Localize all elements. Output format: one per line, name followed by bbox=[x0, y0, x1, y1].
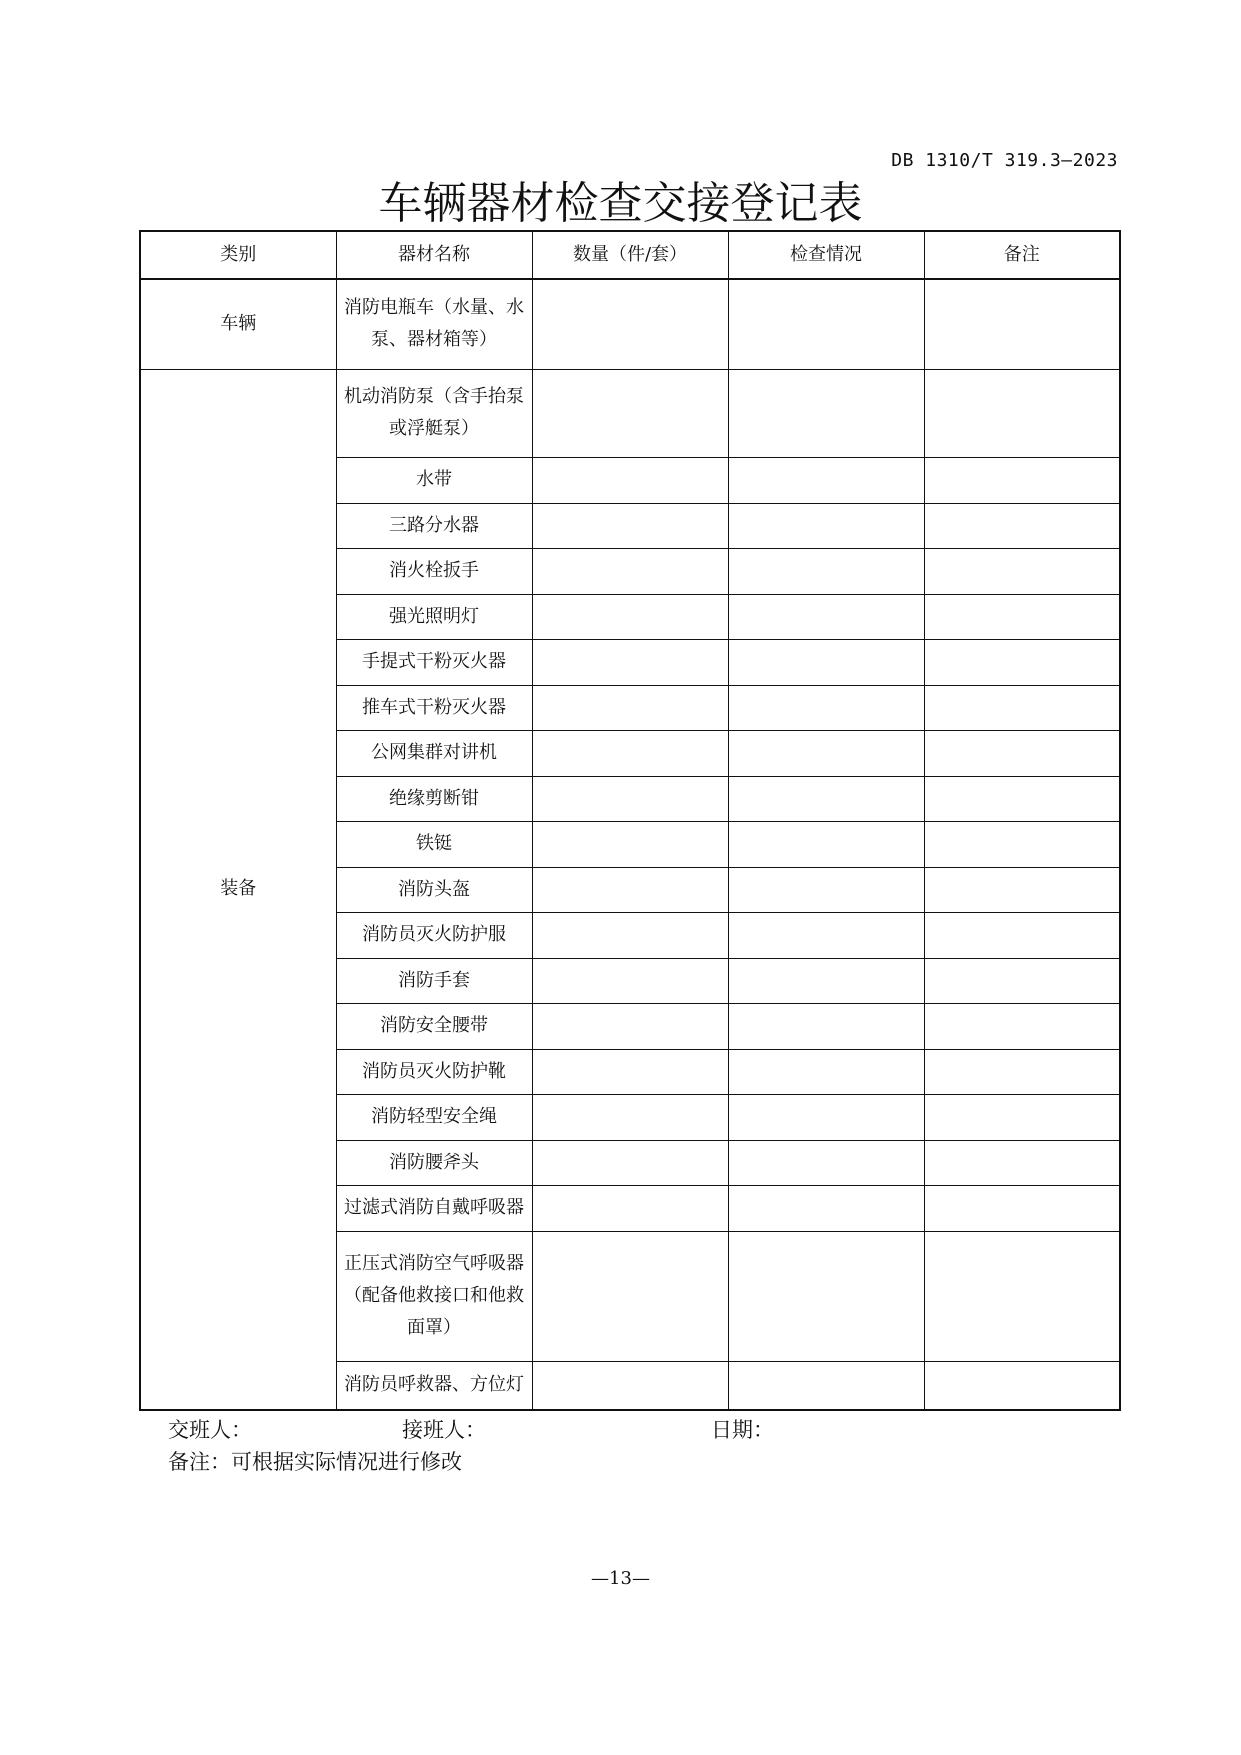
remarks-cell[interactable] bbox=[924, 1049, 1120, 1094]
remarks-cell[interactable] bbox=[924, 594, 1120, 639]
inspection-cell[interactable] bbox=[728, 1049, 924, 1094]
inspection-cell[interactable] bbox=[728, 1231, 924, 1361]
equipment-handover-table bbox=[139, 230, 1121, 1411]
quantity-cell[interactable] bbox=[532, 776, 728, 821]
inspection-cell[interactable] bbox=[728, 912, 924, 958]
inspection-cell[interactable] bbox=[728, 1094, 924, 1140]
inspection-cell[interactable] bbox=[728, 369, 924, 457]
item-name-cell: 三路分水器 bbox=[336, 503, 532, 548]
quantity-cell[interactable] bbox=[532, 548, 728, 594]
inspection-cell[interactable] bbox=[728, 457, 924, 503]
quantity-cell[interactable] bbox=[532, 503, 728, 548]
quantity-cell[interactable] bbox=[532, 1140, 728, 1185]
remarks-cell[interactable] bbox=[924, 730, 1120, 776]
remarks-cell[interactable] bbox=[924, 279, 1120, 369]
item-name-cell: 机动消防泵（含手抬泵或浮艇泵） bbox=[336, 369, 532, 457]
item-name-cell: 铁铤 bbox=[336, 821, 532, 867]
quantity-cell[interactable] bbox=[532, 1094, 728, 1140]
item-name-cell: 推车式干粉灭火器 bbox=[336, 685, 532, 730]
inspection-cell[interactable] bbox=[728, 594, 924, 639]
column-header-remarks: 备注 bbox=[924, 231, 1120, 279]
table-header-row bbox=[140, 231, 1120, 279]
quantity-cell[interactable] bbox=[532, 1361, 728, 1410]
inspection-cell[interactable] bbox=[728, 503, 924, 548]
item-name-cell: 正压式消防空气呼吸器（配备他救接口和他救面罩） bbox=[336, 1231, 532, 1361]
remarks-cell[interactable] bbox=[924, 639, 1120, 685]
table-row bbox=[140, 279, 1120, 369]
item-name-cell: 强光照明灯 bbox=[336, 594, 532, 639]
inspection-cell[interactable] bbox=[728, 1003, 924, 1049]
inspection-cell[interactable] bbox=[728, 1140, 924, 1185]
inspection-cell[interactable] bbox=[728, 958, 924, 1003]
inspection-cell[interactable] bbox=[728, 279, 924, 369]
quantity-cell[interactable] bbox=[532, 1185, 728, 1231]
inspection-cell[interactable] bbox=[728, 821, 924, 867]
page-number: —13— bbox=[591, 1568, 650, 1589]
category-equipment-cell: 装备 bbox=[140, 369, 336, 1410]
handover-person-label: 交班人： bbox=[168, 1418, 252, 1442]
item-name-cell: 消防电瓶车（水量、水泵、器材箱等） bbox=[336, 279, 532, 369]
inspection-cell[interactable] bbox=[728, 1185, 924, 1231]
inspection-cell[interactable] bbox=[728, 776, 924, 821]
quantity-cell[interactable] bbox=[532, 1231, 728, 1361]
item-name-cell: 过滤式消防自戴呼吸器 bbox=[336, 1185, 532, 1231]
remarks-cell[interactable] bbox=[924, 685, 1120, 730]
item-name-cell: 手提式干粉灭火器 bbox=[336, 639, 532, 685]
remarks-cell[interactable] bbox=[924, 776, 1120, 821]
remarks-cell[interactable] bbox=[924, 821, 1120, 867]
item-name-cell: 消防员呼救器、方位灯 bbox=[336, 1361, 532, 1410]
remarks-cell[interactable] bbox=[924, 457, 1120, 503]
remarks-cell[interactable] bbox=[924, 369, 1120, 457]
inspection-cell[interactable] bbox=[728, 548, 924, 594]
column-header-quantity: 数量（件/套） bbox=[532, 231, 728, 279]
page-title: 车辆器材检查交接登记表 bbox=[378, 178, 863, 229]
quantity-cell[interactable] bbox=[532, 639, 728, 685]
quantity-cell[interactable] bbox=[532, 279, 728, 369]
quantity-cell[interactable] bbox=[532, 594, 728, 639]
remarks-cell[interactable] bbox=[924, 1140, 1120, 1185]
category-vehicle-cell: 车辆 bbox=[140, 279, 336, 369]
column-header-item-name: 器材名称 bbox=[336, 231, 532, 279]
inspection-cell[interactable] bbox=[728, 867, 924, 912]
footer-note: 备注：可根据实际情况进行修改 bbox=[168, 1450, 462, 1474]
item-name-cell: 消防安全腰带 bbox=[336, 1003, 532, 1049]
remarks-cell[interactable] bbox=[924, 867, 1120, 912]
quantity-cell[interactable] bbox=[532, 730, 728, 776]
remarks-cell[interactable] bbox=[924, 1361, 1120, 1410]
quantity-cell[interactable] bbox=[532, 1049, 728, 1094]
remarks-cell[interactable] bbox=[924, 1185, 1120, 1231]
quantity-cell[interactable] bbox=[532, 1003, 728, 1049]
inspection-cell[interactable] bbox=[728, 1361, 924, 1410]
item-name-cell: 公网集群对讲机 bbox=[336, 730, 532, 776]
signature-line bbox=[168, 1414, 1128, 1444]
quantity-cell[interactable] bbox=[532, 867, 728, 912]
item-name-cell: 绝缘剪断钳 bbox=[336, 776, 532, 821]
item-name-cell: 消火栓扳手 bbox=[336, 548, 532, 594]
item-name-cell: 水带 bbox=[336, 457, 532, 503]
item-name-cell: 消防头盔 bbox=[336, 867, 532, 912]
remarks-cell[interactable] bbox=[924, 548, 1120, 594]
quantity-cell[interactable] bbox=[532, 457, 728, 503]
quantity-cell[interactable] bbox=[532, 912, 728, 958]
item-name-cell: 消防手套 bbox=[336, 958, 532, 1003]
inspection-cell[interactable] bbox=[728, 639, 924, 685]
item-name-cell: 消防员灭火防护靴 bbox=[336, 1049, 532, 1094]
standard-code: DB 1310/T 319.3—2023 bbox=[891, 150, 1118, 171]
inspection-cell[interactable] bbox=[728, 685, 924, 730]
remarks-cell[interactable] bbox=[924, 912, 1120, 958]
column-header-category: 类别 bbox=[140, 231, 336, 279]
remarks-cell[interactable] bbox=[924, 1003, 1120, 1049]
remarks-cell[interactable] bbox=[924, 503, 1120, 548]
receiver-person-label: 接班人： bbox=[402, 1418, 486, 1442]
quantity-cell[interactable] bbox=[532, 958, 728, 1003]
quantity-cell[interactable] bbox=[532, 821, 728, 867]
quantity-cell[interactable] bbox=[532, 685, 728, 730]
remarks-cell[interactable] bbox=[924, 1231, 1120, 1361]
quantity-cell[interactable] bbox=[532, 369, 728, 457]
item-name-cell: 消防腰斧头 bbox=[336, 1140, 532, 1185]
date-label: 日期： bbox=[711, 1418, 774, 1442]
remarks-cell[interactable] bbox=[924, 958, 1120, 1003]
item-name-cell: 消防员灭火防护服 bbox=[336, 912, 532, 958]
item-name-cell: 消防轻型安全绳 bbox=[336, 1094, 532, 1140]
table-row bbox=[140, 369, 1120, 457]
remarks-cell[interactable] bbox=[924, 1094, 1120, 1140]
inspection-cell[interactable] bbox=[728, 730, 924, 776]
column-header-inspection: 检查情况 bbox=[728, 231, 924, 279]
